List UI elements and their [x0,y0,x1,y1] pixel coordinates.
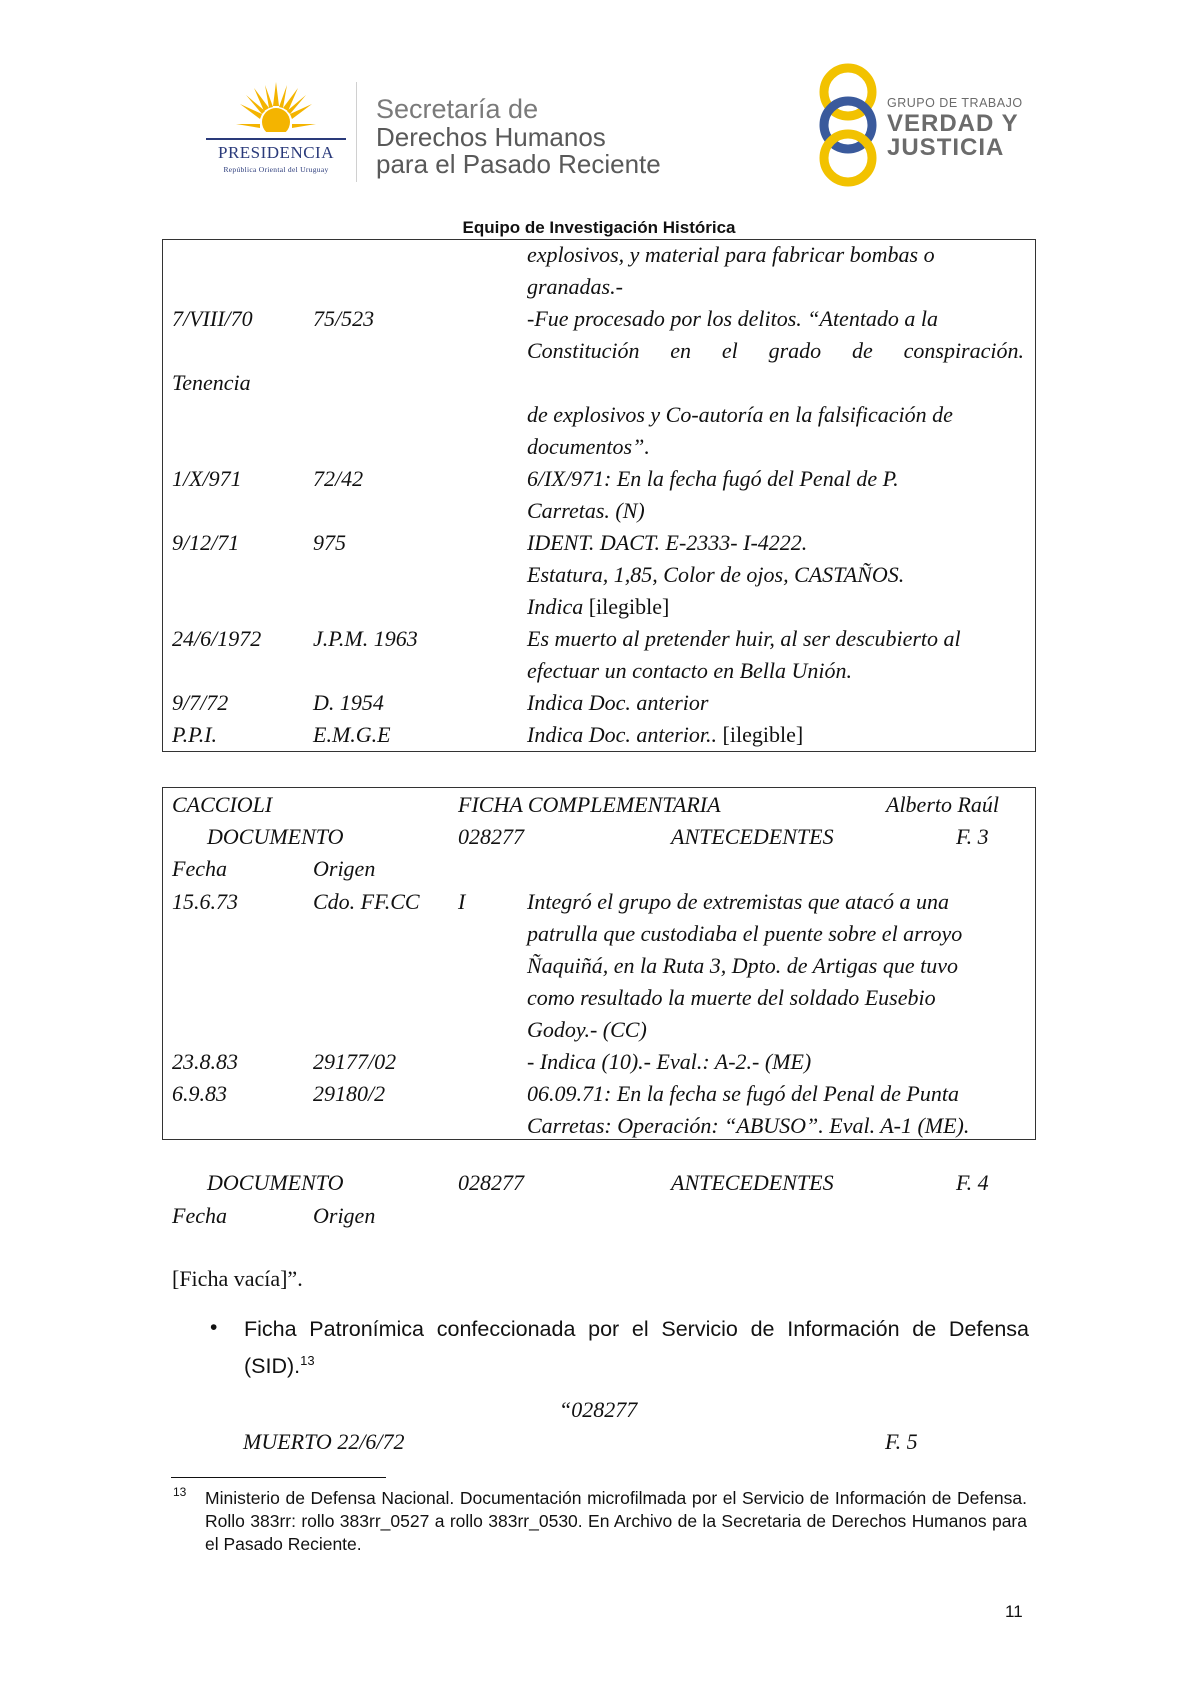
e3-line2: Carretas: Operación: “ABUSO”. Eval. A-1 (ME). [527,1113,970,1138]
f4-folio: F. 4 [956,1170,989,1195]
e3-origin: 29180/2 [313,1081,386,1106]
record-table-1 [162,239,1036,752]
fecha-header: Fecha [172,856,227,881]
r12c3 [527,594,669,620]
r15c2: D. 1954 [313,690,384,715]
rings-icon [815,62,881,188]
secretaria-line1: Secretaría de [376,94,539,124]
ficha-vacia: [Ficha vacía]”. [172,1266,303,1291]
r7c3: documentos”. [527,434,650,459]
e1-line5: Godoy.- (CC) [527,1017,647,1042]
e1-line4: como resultado la muerte del soldado Eusebio [527,985,936,1010]
grupo-line3: JUSTICIA [887,134,1005,161]
ficha-complementaria [162,787,1036,1140]
r13c3: Es muerto al pretender huir, al ser descubierto al [527,626,961,651]
e1-origin: Cdo. FF.CC [313,889,420,914]
footnote-separator [171,1477,386,1478]
bullet-icon: • [210,1316,218,1339]
e1-date: 15.6.73 [172,889,238,914]
e1-mark: I [458,889,466,914]
f4-doc-number: 028277 [458,1170,524,1195]
e3-line1: 06.09.71: En la fecha se fugó del Penal de Punta [527,1081,959,1106]
r10c2: 975 [313,530,346,555]
presidencia-logo [196,80,356,180]
surname: CACCIOLI [172,792,273,817]
page-number: 11 [1005,1602,1023,1621]
r16c3-ilegible: [ilegible] [722,722,804,747]
r16c2: E.M.G.E [313,722,391,747]
r8c1: 1/X/971 [172,466,242,491]
footnote-ref[interactable]: 13 [300,1353,315,1368]
r3c3: -Fue procesado por los delitos. “Atentado a la [527,306,939,331]
r4c3: Constitución en el grado de conspiración. [527,338,1024,363]
r16c3-text: Indica Doc. anterior.. [527,722,718,747]
e2-line1: - Indica (10).- Eval.: A-2.- (ME) [527,1049,812,1074]
secretaria-line2: Derechos Humanos [376,122,606,152]
secretaria-line3: para el Pasado Reciente [376,149,661,179]
f4-fecha: Fecha [172,1203,227,1228]
doc-number: 028277 [458,824,524,849]
r1c3: explosivos, y material para fabricar bombas o [527,242,935,267]
secretaria-logo [376,94,706,184]
r11c3: Estatura, 1,85, Color de ojos, CASTAÑOS. [527,562,905,587]
f5-muerto: MUERTO 22/6/72 [243,1429,405,1454]
sun-icon [236,80,316,140]
r16c3 [527,722,803,748]
e1-line1: Integró el grupo de extremistas que atacó a una [527,889,949,914]
grupo-trabajo-logo [815,62,1045,188]
footnote-number: 13 [173,1485,187,1499]
r12c3-text: Indica [527,594,584,619]
r6c3: de explosivos y Co-autoría en la falsificación de [527,402,953,427]
r14c3: efectuar un contacto en Bella Unión. [527,658,853,683]
f5-number: “028277 [559,1397,638,1422]
e2-origin: 29177/02 [313,1049,397,1074]
grupo-line2: VERDAD Y [887,110,1019,137]
f5-folio: F. 5 [885,1429,918,1454]
f4-antecedentes: ANTECEDENTES [671,1170,834,1195]
ficha-title: FICHA COMPLEMENTARIA [458,792,721,817]
e1-line2: patrulla que custodiaba el puente sobre el arroyo [527,921,963,946]
origen-header: Origen [313,856,376,881]
grupo-line1: GRUPO DE TRABAJO [887,96,1023,110]
e2-date: 23.8.83 [172,1049,238,1074]
r9c3: Carretas. (N) [527,498,645,523]
f4-doc-label: DOCUMENTO [207,1170,344,1195]
folio: F. 3 [956,824,989,849]
r2c3: granadas.- [527,274,623,299]
r5c1: Tenencia [172,370,251,395]
r8c3: 6/IX/971: En la fecha fugó del Penal de P. [527,466,899,491]
r12c3-ilegible: [ilegible] [588,594,670,619]
r15c3: Indica Doc. anterior [527,690,709,715]
equipo-heading: Equipo de Investigación Histórica [462,218,736,237]
r10c1: 9/12/71 [172,530,240,555]
r3c2: 75/523 [313,306,375,331]
r10c3: IDENT. DACT. E-2333- I-4222. [527,530,808,555]
header-divider [356,82,357,182]
r13c1: 24/6/1972 [172,626,262,651]
r8c2: 72/42 [313,466,364,491]
presidencia-sub: República Oriental del Uruguay [223,165,329,174]
bullet-text: Ficha Patronímica confeccionada por el Servicio de Información de Defensa (SID). [244,1317,1029,1379]
divider [206,138,346,140]
f4-origen: Origen [313,1203,376,1228]
r13c2: J.P.M. 1963 [313,626,418,651]
doc-label: DOCUMENTO [207,824,344,849]
bullet-paragraph [244,1313,1029,1382]
presidencia-name: PRESIDENCIA [217,143,334,162]
e3-date: 6.9.83 [172,1081,227,1106]
r15c1: 9/7/72 [172,690,229,715]
r3c1: 7/VIII/70 [172,306,253,331]
r16c1: P.P.I. [172,722,218,747]
e1-line3: Ñaquiñá, en la Ruta 3, Dpto. de Artigas que tuvo [527,953,959,978]
given-names: Alberto Raúl [886,792,1000,817]
footnote-text: Ministerio de Defensa Nacional. Documentación microfilmada por el Servicio de Información de Defensa. Rollo 383rr: rollo 383rr_0527 a rollo 383rr_0530. En Archivo de la Secretaria de Derechos Humanos para el Pasado Reciente. [205,1488,1027,1554]
antecedentes-label: ANTECEDENTES [671,824,834,849]
